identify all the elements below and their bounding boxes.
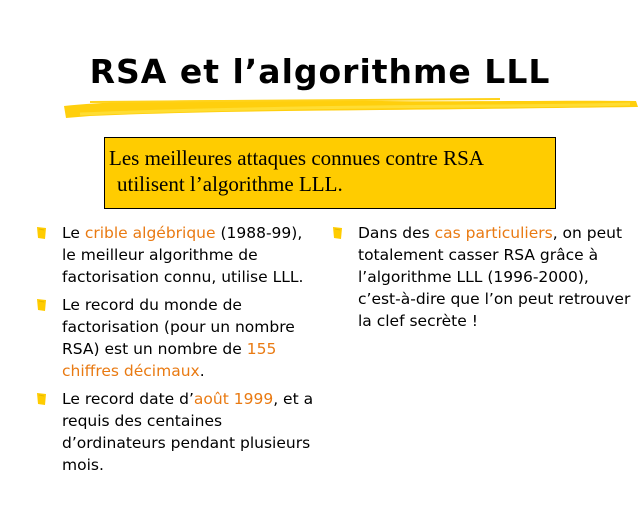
left-column bbox=[36, 222, 321, 482]
bullet-icon bbox=[36, 392, 47, 406]
bullet-text: Dans des bbox=[358, 224, 435, 242]
bullet-icon bbox=[332, 226, 343, 240]
bullet-item bbox=[36, 294, 321, 382]
bullet-text: , on peut totalement casser RSA grâce à l’algorithme LLL (1996-2000), c’est-à-dire que l’on peut retrouver la clef secrète ! bbox=[358, 224, 631, 330]
highlight-text: août 1999 bbox=[193, 390, 274, 408]
bullet-text: Le record du monde de factorisation (pour un nombre RSA) est un nombre de bbox=[62, 296, 295, 358]
bullet-text: , et a requis des centaines d’ordinateurs pendant plusieurs mois. bbox=[62, 390, 314, 474]
bullet-text: (1988-99), le meilleur algorithme de factorisation connu, utilise LLL. bbox=[62, 224, 304, 286]
callout-line-2: utilisent l’algorithme LLL. bbox=[117, 172, 343, 196]
right-column bbox=[332, 222, 632, 338]
bullet-item bbox=[36, 388, 321, 476]
bullet-icon bbox=[36, 298, 47, 312]
bullet-icon bbox=[36, 226, 47, 240]
bullet-text: . bbox=[199, 362, 205, 380]
bullet-text: Le bbox=[62, 224, 85, 242]
title-underline-brushstroke bbox=[60, 92, 640, 124]
bullet-item bbox=[332, 222, 632, 332]
highlight-text: crible algébrique bbox=[84, 224, 216, 242]
callout-line-1: Les meilleures attaques connues contre RSA bbox=[109, 146, 484, 170]
callout-box bbox=[104, 137, 556, 209]
highlight-text: cas particuliers bbox=[434, 224, 553, 242]
slide-title: RSA et l’algorithme LLL bbox=[89, 52, 551, 91]
highlight-text: 155 chiffres décimaux bbox=[62, 340, 277, 380]
bullet-item bbox=[36, 222, 321, 288]
bullet-text: Le record date d’ bbox=[62, 390, 194, 408]
